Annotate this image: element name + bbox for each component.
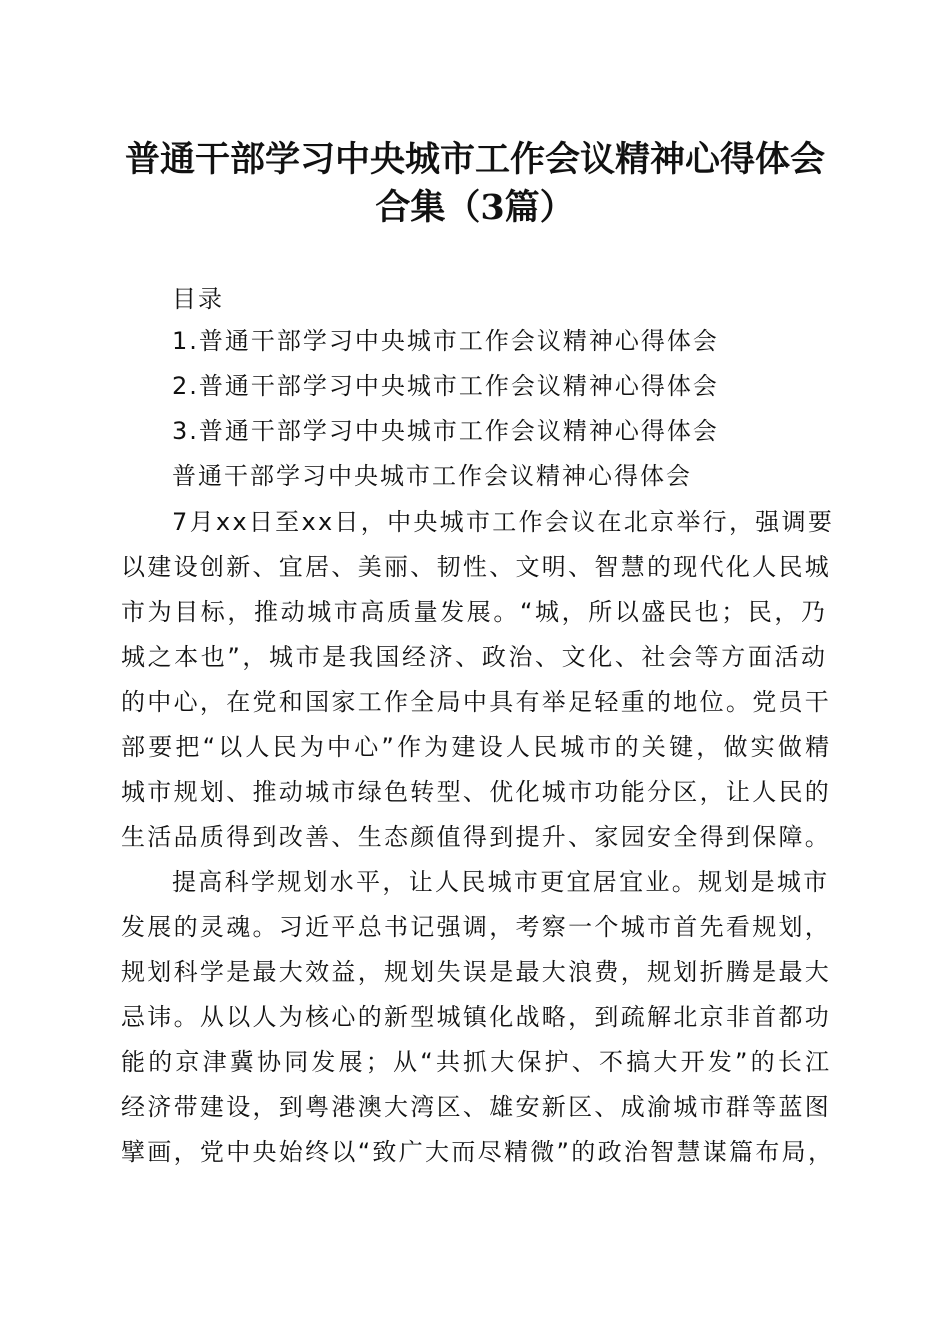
document-title-line-2: 合集（3篇） [375,187,575,228]
paragraph-1-line: 7月xx日至xx日，中央城市工作会议在北京举行，强调要 [172,508,835,536]
paragraph-1-line: 部要把“以人民为中心”作为建设人民城市的关键，做实做精 [121,733,833,761]
paragraph-2-line: 规划科学是最大效益，规划失误是最大浪费，规划折腾是最大 [121,958,832,986]
paragraph-1-line: 生活品质得到改善、生态颜值得到提升、家园安全得到保障。 [121,823,832,851]
toc-item-2: 2.普通干部学习中央城市工作会议精神心得体会 [172,372,719,400]
paragraph-1-line: 城之本也”，城市是我国经济、政治、文化、社会等方面活动 [121,643,828,671]
toc-heading: 目录 [172,285,224,313]
paragraph-2-line: 经济带建设，到粤港澳大湾区、雄安新区、成渝城市群等蓝图 [121,1093,832,1121]
paragraph-1-line: 城市规划、推动城市绿色转型、优化城市功能分区，让人民的 [121,778,832,806]
document-title-line-1: 普通干部学习中央城市工作会议精神心得体会 [124,139,825,180]
paragraph-1-line: 以建设创新、宜居、美丽、韧性、文明、智慧的现代化人民城 [121,553,832,581]
toc-item-3: 3.普通干部学习中央城市工作会议精神心得体会 [172,417,719,445]
paragraph-2-line: 忌讳。从以人为核心的新型城镇化战略，到疏解北京非首都功 [121,1003,832,1031]
paragraph-2-line: 发展的灵魂。习近平总书记强调，考察一个城市首先看规划， [121,913,832,941]
toc-item-1: 1.普通干部学习中央城市工作会议精神心得体会 [172,327,719,355]
paragraph-2-line: 能的京津冀协同发展；从“共抓大保护、不搞大开发”的长江 [121,1048,833,1076]
paragraph-2-line: 提高科学规划水平，让人民城市更宜居宜业。规划是城市 [172,868,830,896]
paragraph-2-line: 擘画，党中央始终以“致广大而尽精微”的政治智慧谋篇布局， [121,1138,835,1166]
article-title: 普通干部学习中央城市工作会议精神心得体会 [172,462,692,490]
paragraph-1-line: 的中心，在党和国家工作全局中具有举足轻重的地位。党员干 [121,688,832,716]
paragraph-1-line: 市为目标，推动城市高质量发展。“城，所以盛民也；民，乃 [121,598,828,626]
